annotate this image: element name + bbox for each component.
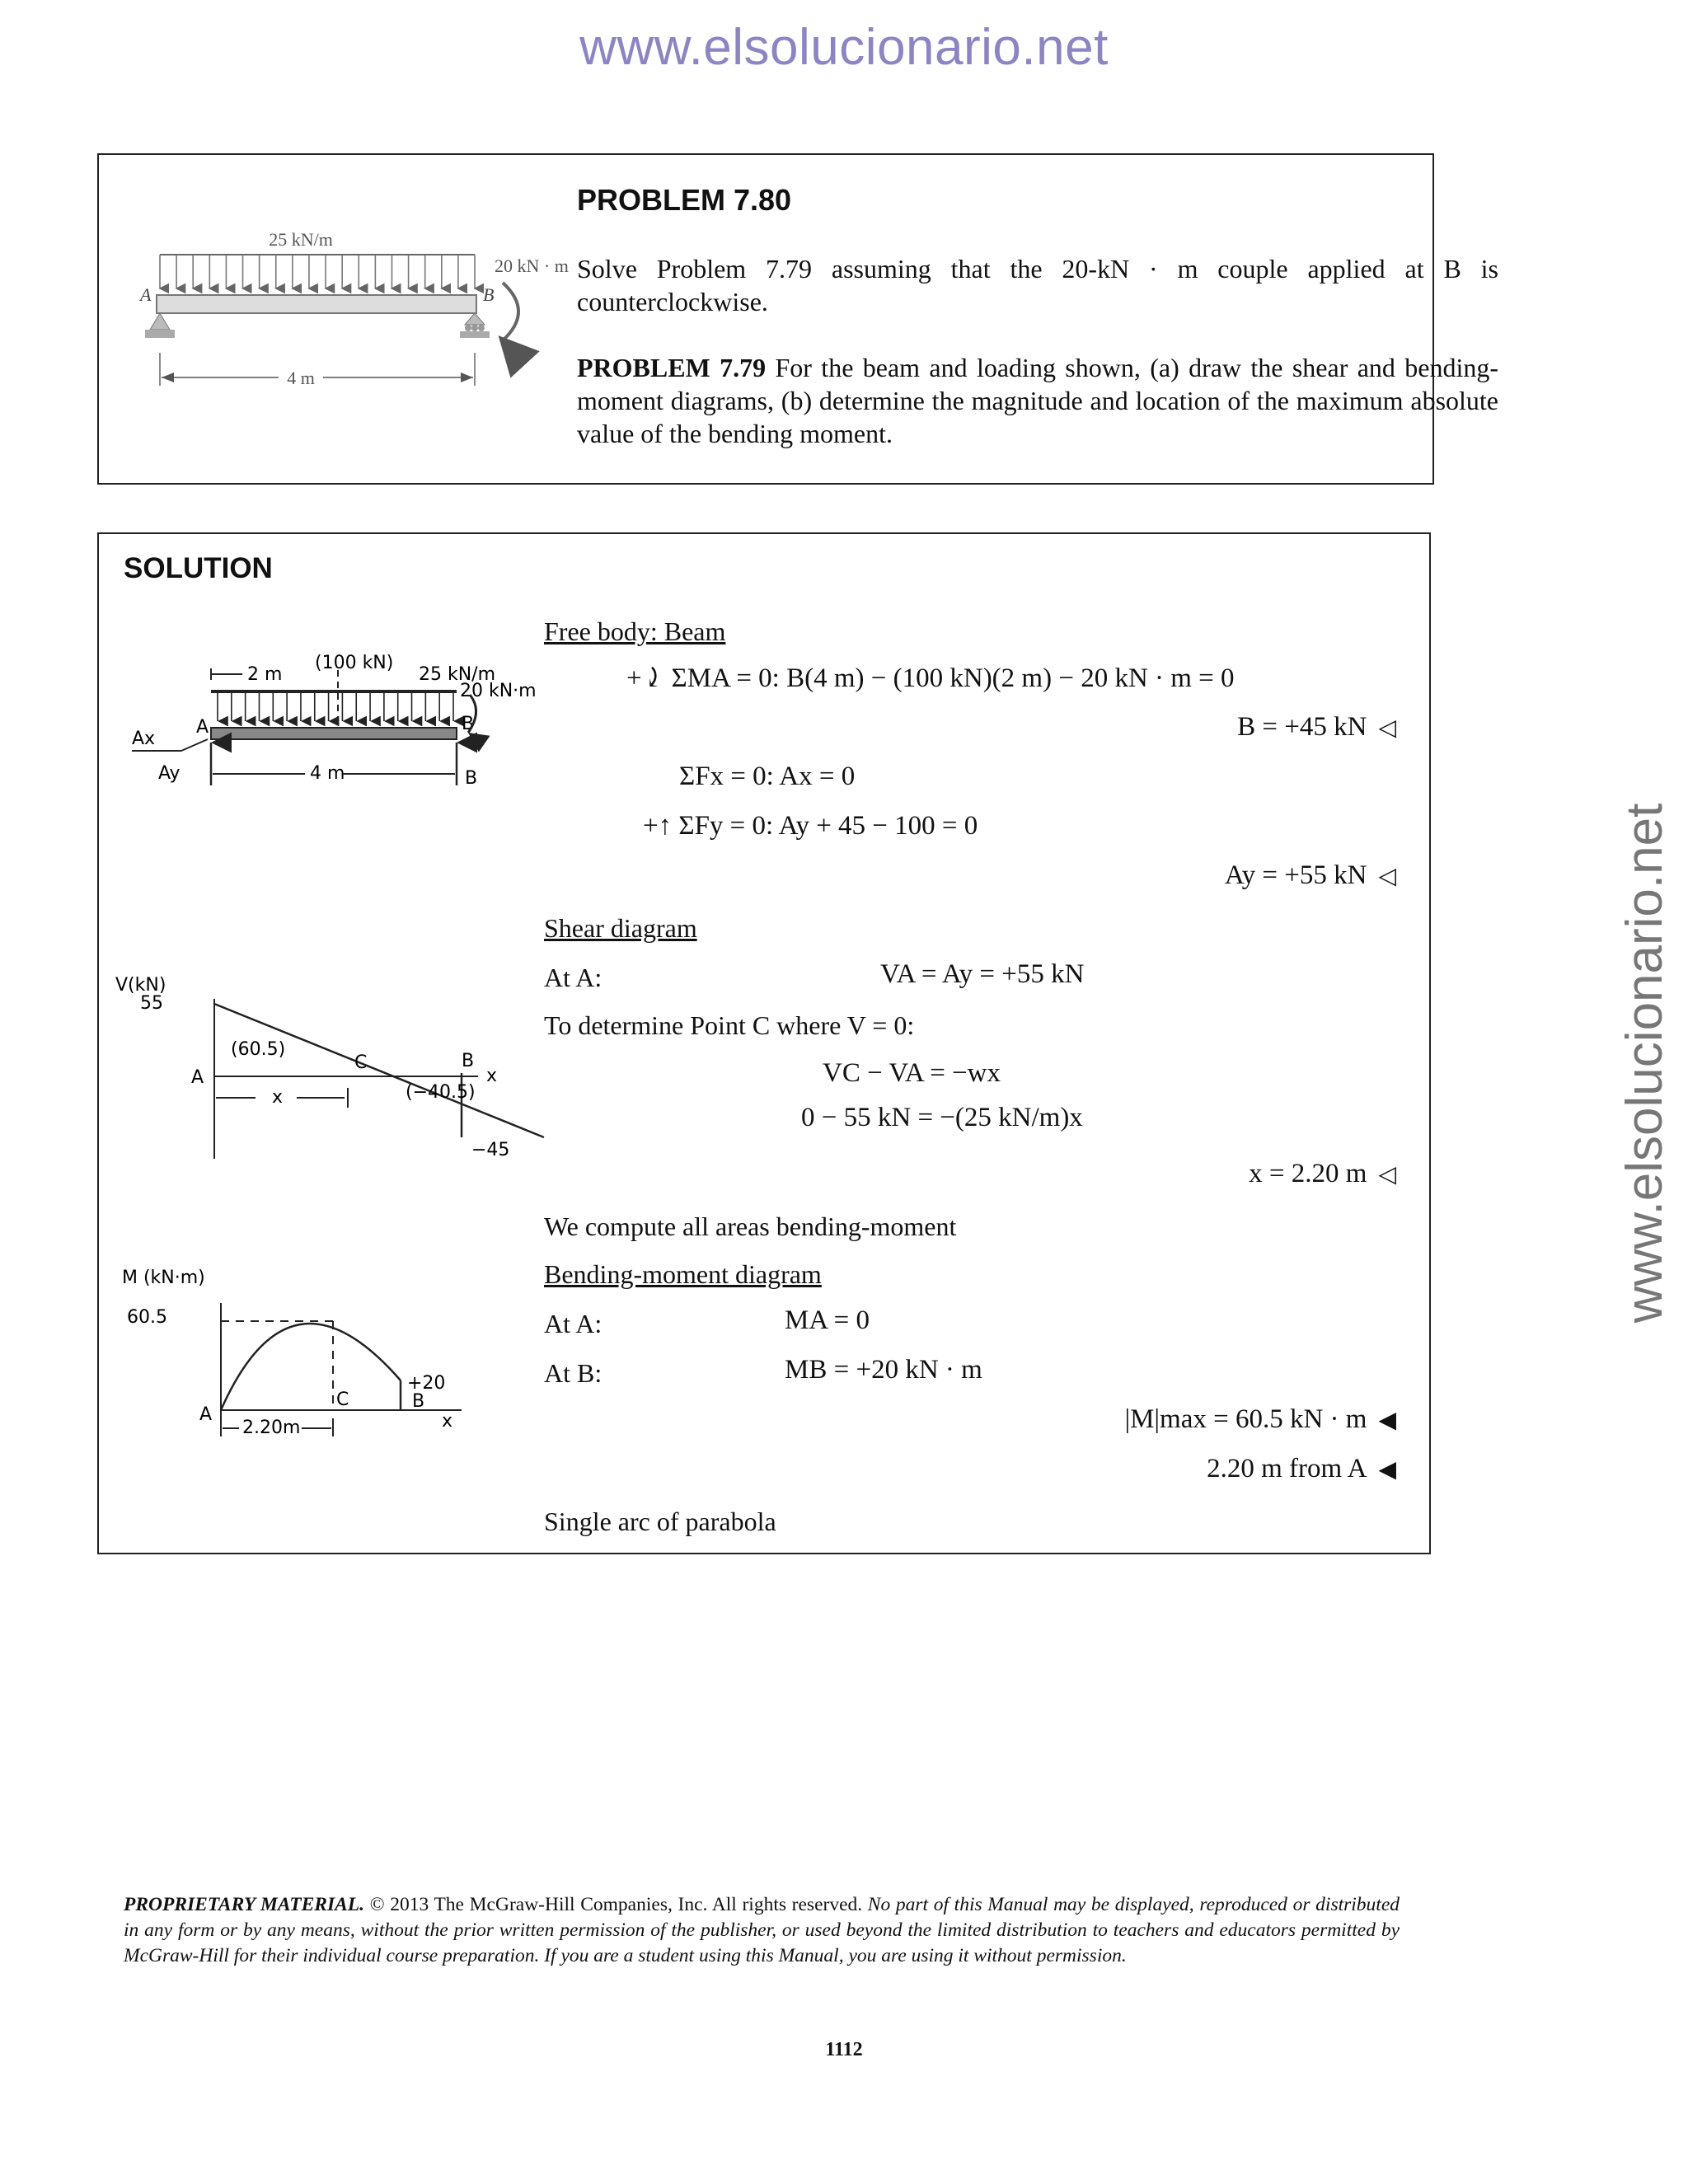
shear-eq1: VC − VA = −wx: [823, 1058, 1001, 1088]
shear-b: B: [462, 1051, 475, 1071]
problem-title: PROBLEM 7.80: [577, 183, 792, 217]
sketch-free-body: [115, 654, 577, 798]
moment-at-a-label: At A:: [544, 1309, 603, 1338]
moment-xaxis: x: [442, 1411, 453, 1432]
problem-statement: Solve Problem 7.79 assuming that the 20-kN · m couple applied at B is counterclockwise.: [577, 254, 1498, 316]
moment-xdim: 2.20m: [242, 1418, 301, 1436]
shear-va-label: 55: [140, 993, 163, 1014]
fbd-ay: Ay: [158, 763, 181, 784]
shear-a: A: [191, 1067, 204, 1088]
areas-text: We compute all areas bending-moment: [544, 1212, 957, 1241]
moment-b: B: [412, 1391, 425, 1412]
sketch-moment: [115, 1263, 577, 1436]
fbd-span: 4 m: [310, 763, 345, 784]
loc-result: 2.20 m from A ◀: [1207, 1454, 1396, 1483]
moment-at-b-label: At B:: [544, 1358, 603, 1388]
problem-box: [97, 153, 1499, 485]
moment-max-label: 60.5: [127, 1307, 167, 1328]
solution-heading: SOLUTION: [124, 552, 273, 584]
moment-curve: [221, 1324, 401, 1410]
answer-marker-icon: ◀: [1378, 1408, 1396, 1433]
fx-equation: ΣFx = 0: Ax = 0: [679, 762, 856, 791]
sketch-shear: [115, 963, 610, 1160]
problem-reference: [577, 351, 1498, 450]
fbd-load-arrows: [218, 693, 453, 721]
ay-result: Ay = +55 kN ◁: [1224, 860, 1396, 890]
support-a: [150, 313, 170, 330]
footer-text: No part of this Manual may be displayed, reproduced or distributed in any form or by any means, without the prior written permission of the publisher, or used beyond the limited distribution to teachers and educators permitted by McGraw-Hill for their individual course preparation. If you are a student using this Manual, you are using it without permission.: [124, 1894, 1400, 1966]
up-sign-icon: +↑: [643, 811, 673, 841]
fb-title: Free body: Beam: [544, 616, 726, 646]
shear-c: C: [354, 1052, 368, 1073]
shear-area2: (−40.5): [406, 1082, 476, 1103]
result-marker-icon: ◁: [1378, 864, 1396, 889]
fbd-b: B: [462, 714, 475, 734]
fbd-resultant: (100 kN): [315, 654, 394, 673]
footer-label: PROPRIETARY MATERIAL.: [124, 1894, 365, 1915]
shear-title: Shear diagram: [544, 913, 697, 943]
moment-a: A: [199, 1404, 213, 1425]
result-marker-icon: ◁: [1378, 1162, 1396, 1188]
fbd-load: 25 kN/m: [419, 664, 496, 685]
shear-xdim: x: [272, 1087, 284, 1108]
couple-arrow: [503, 283, 518, 340]
fig-span-label: 4 m: [287, 368, 315, 388]
watermark-side: www.elsolucionario.net: [1616, 803, 1673, 1324]
shear-vb: −45: [471, 1140, 510, 1160]
shear-axis-label: V(kN): [115, 975, 166, 996]
fy-equation: +↑ ΣFy = 0: Ay + 45 − 100 = 0: [643, 811, 978, 841]
x-result: x = 2.20 m ◁: [1249, 1159, 1396, 1188]
moment-title: Bending-moment diagram: [544, 1259, 822, 1289]
page-number: 1112: [825, 2039, 863, 2060]
fig-label-a: A: [140, 284, 152, 305]
watermark-top: www.elsolucionario.net: [579, 19, 1109, 76]
fig-couple-label: 20 kN · m: [495, 255, 569, 276]
shear-area1: (60.5): [231, 1039, 286, 1060]
result-marker-icon: ◁: [1378, 715, 1396, 741]
moment-equation: +⤸ ΣMA = 0: B(4 m) − (100 kN)(2 m) − 20 kN · m = 0: [626, 663, 1235, 693]
shear-eq2: 0 − 55 kN = −(25 kN/m)x: [801, 1103, 1083, 1132]
footer-copyright: © 2013 The McGraw-Hill Companies, Inc. All rights reserved.: [369, 1894, 863, 1915]
ccw-sign-icon: +⤸: [626, 663, 665, 693]
b-result: B = +45 kN ◁: [1237, 712, 1396, 742]
fbd-couple: 20 kN·m: [460, 681, 537, 701]
point-c-text: To determine Point C where V = 0:: [544, 1010, 915, 1040]
ref-text: For the beam and loading shown, (a) draw the shear and bending-moment diagrams, (b) determine the magnitude and location of the maximum absolute value of the bending moment.: [577, 353, 1499, 448]
fig-load-label: 25 kN/m: [269, 229, 333, 250]
max-result: |M|max = 60.5 kN · m ◀: [1124, 1404, 1396, 1434]
support-b: [465, 313, 485, 325]
fbd-ax: Ax: [132, 729, 156, 749]
moment-at-a-eq: MA = 0: [785, 1305, 870, 1335]
fbd-beam: [211, 728, 457, 739]
moment-at-b-eq: MB = +20 kN · m: [785, 1355, 982, 1385]
answer-marker-icon: ◀: [1378, 1457, 1396, 1483]
fbd-dim-2m: 2 m: [247, 664, 283, 685]
parabola-text: Single arc of parabola: [544, 1507, 776, 1536]
moment-b-label: +20: [407, 1373, 446, 1394]
ref-title: PROBLEM 7.79: [577, 353, 767, 382]
footer-notice: [124, 1892, 1400, 1969]
fbd-b-force: B: [465, 768, 478, 789]
distributed-load-arrows: [160, 255, 475, 288]
shear-at-a-eq: VA = Ay = +55 kN: [880, 959, 1085, 989]
fbd-a: A: [196, 717, 209, 738]
shear-xaxis: x: [486, 1066, 498, 1086]
beam: [157, 295, 476, 313]
solution-box: [97, 532, 1431, 1554]
problem-figure: [115, 229, 610, 419]
moment-axis-label: M (kN·m): [122, 1268, 205, 1288]
fig-label-b: B: [483, 284, 495, 305]
moment-c: C: [336, 1390, 349, 1410]
shear-at-a-label: At A:: [544, 963, 603, 992]
